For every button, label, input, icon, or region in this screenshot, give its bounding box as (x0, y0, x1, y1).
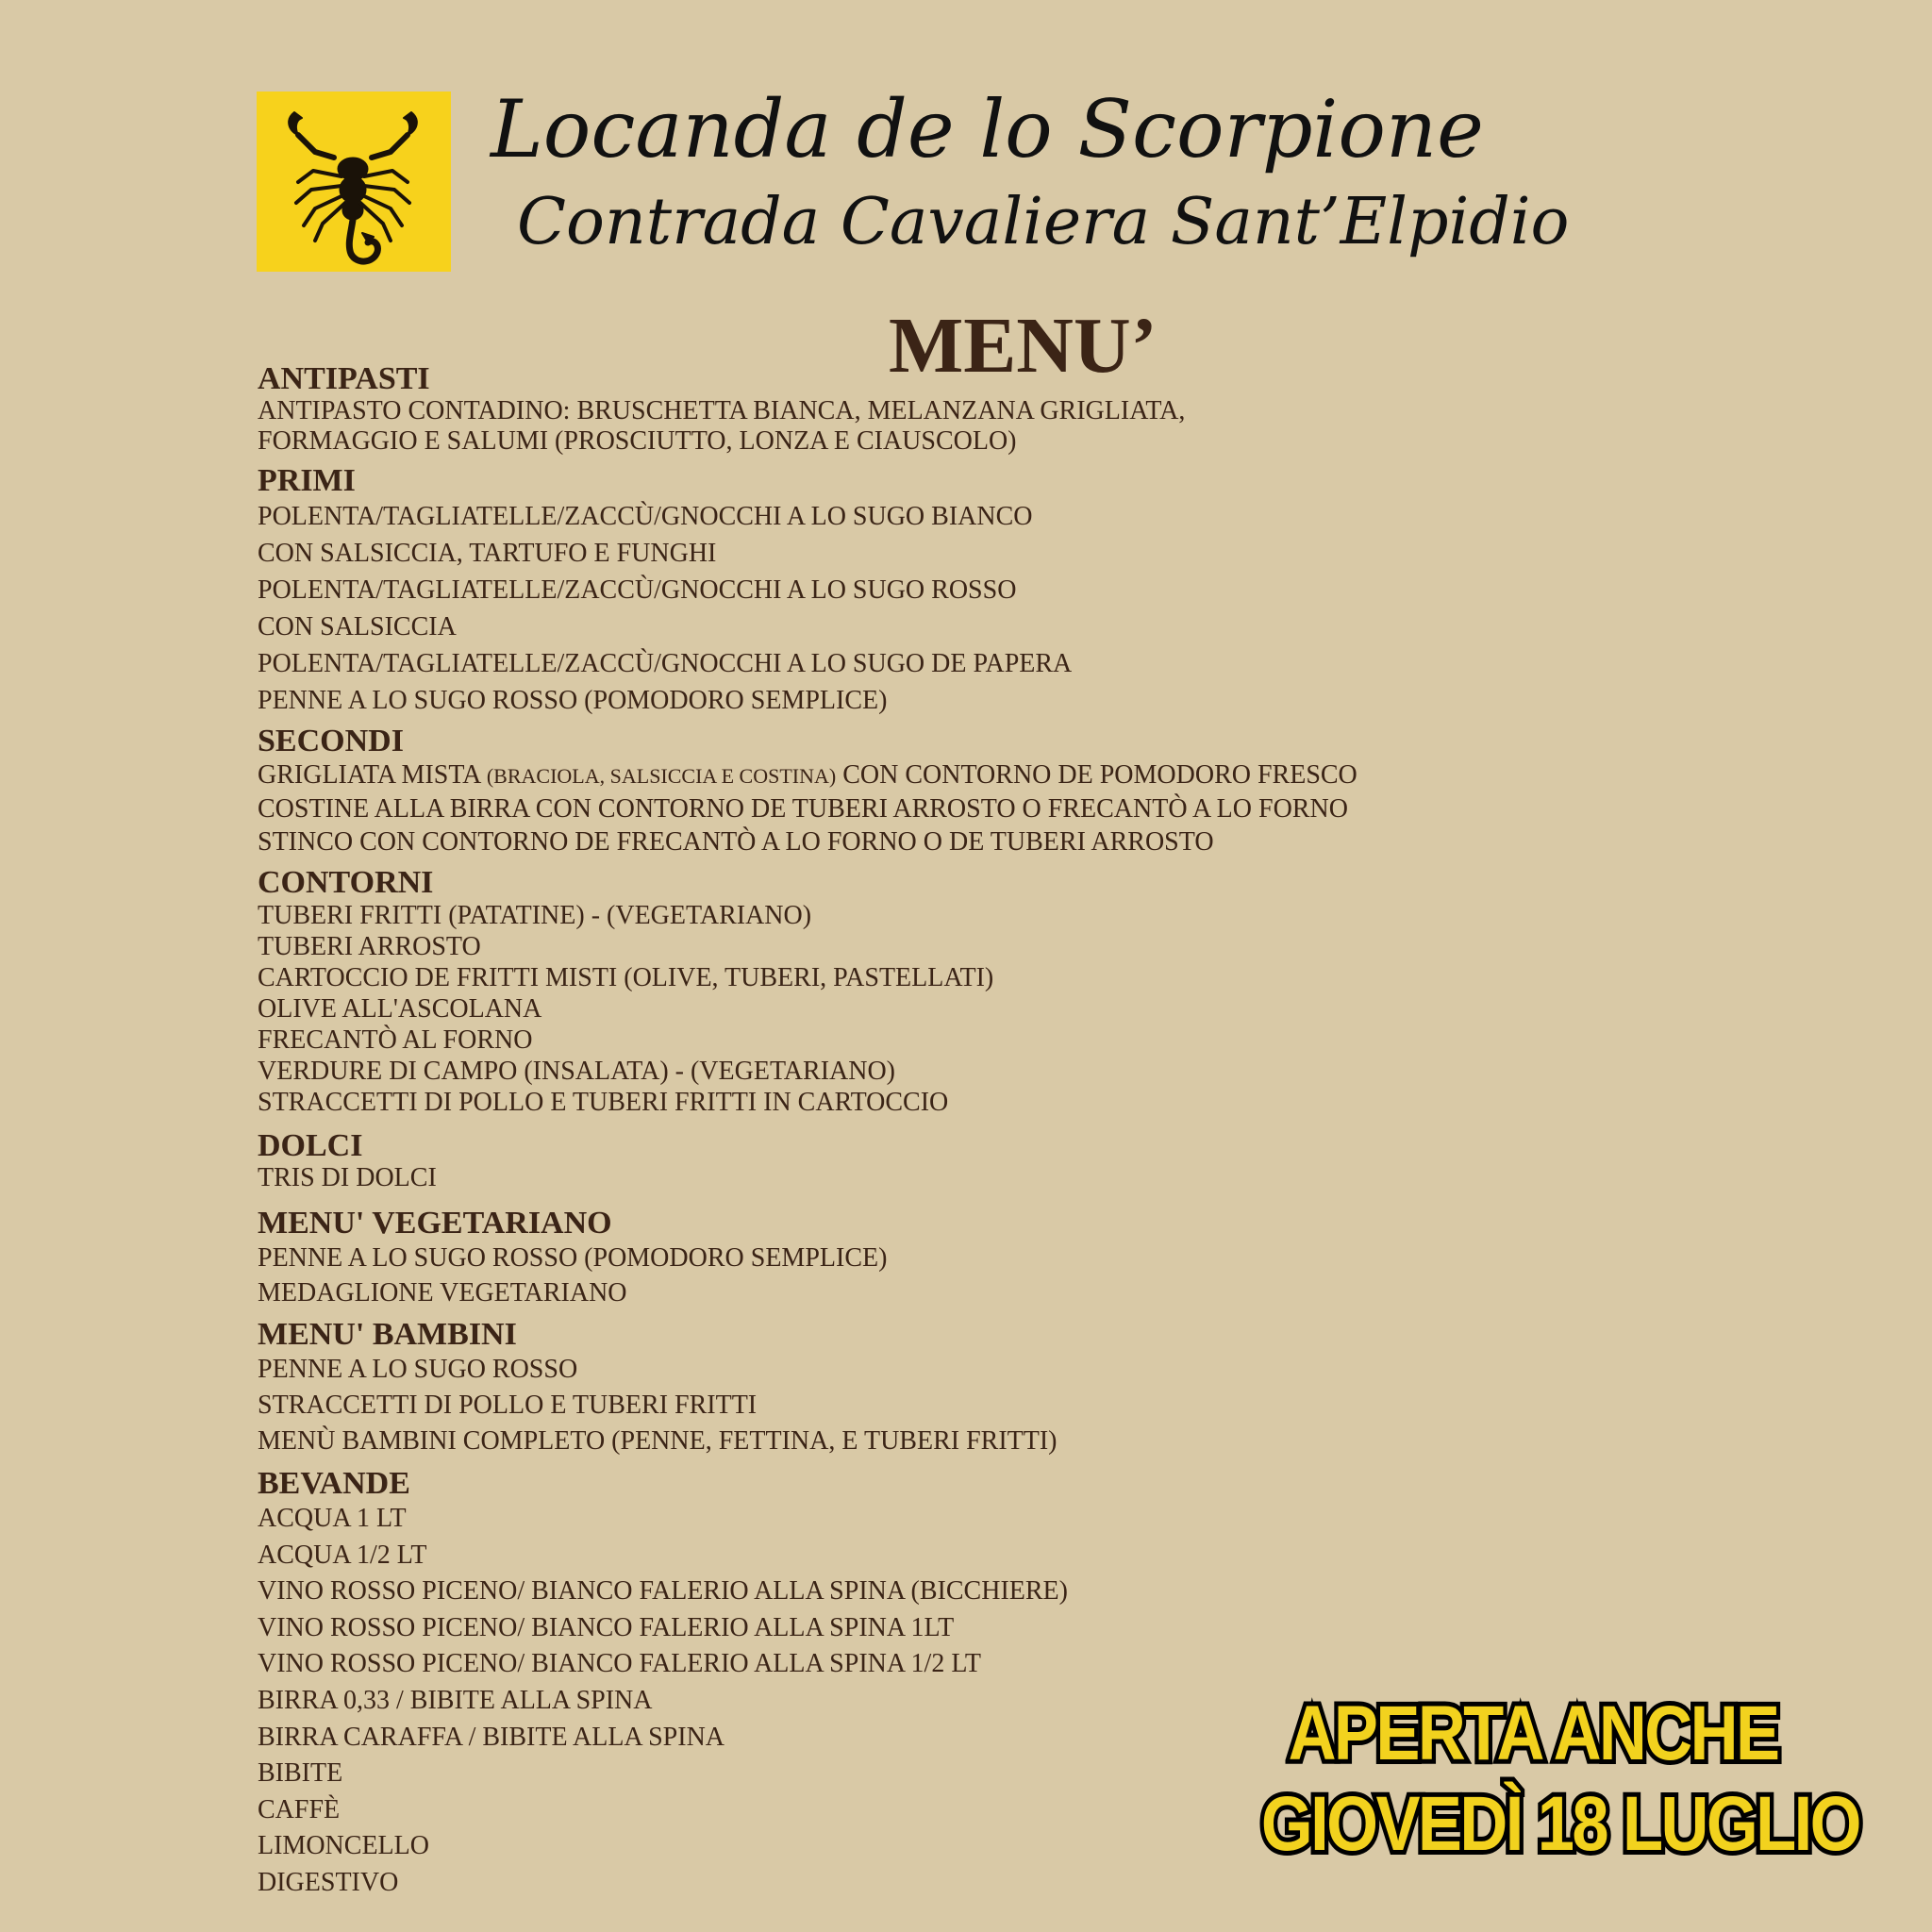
menu-item: BIBITE (258, 1758, 343, 1789)
section-heading: PRIMI (258, 463, 356, 498)
menu-item: BIRRA CARAFFA / BIBITE ALLA SPINA (258, 1722, 725, 1752)
menu-item: ACQUA 1 LT (258, 1504, 407, 1533)
banner-line-1: APERTA ANCHE (1288, 1690, 1778, 1776)
menu-item: TRIS DI DOLCI (258, 1163, 437, 1192)
section-heading: ANTIPASTI (258, 361, 430, 396)
menu-item: VINO ROSSO PICENO/ BIANCO FALERIO ALLA SPINA 1LT (258, 1612, 955, 1642)
open-also-banner (1217, 1689, 1859, 1870)
section-dolci (258, 1129, 1484, 1193)
scorpion-icon (257, 92, 451, 272)
menu-item-text: CON CONTORNO DE POMODORO FRESCO (836, 760, 1357, 790)
restaurant-location: Contrada Cavaliera Sant’Elpidio (517, 185, 1570, 259)
menu-title: MENU’ (889, 302, 1158, 390)
restaurant-name: Locanda de lo Scorpione (491, 83, 1484, 175)
menu-item: VINO ROSSO PICENO/ BIANCO FALERIO ALLA SPINA 1/2 LT (258, 1649, 981, 1679)
section-secondi (258, 724, 1484, 858)
menu-item: CARTOCCIO DE FRITTI MISTI (OLIVE, TUBERI, PASTELLATI) (258, 963, 994, 992)
menu-item: PENNE A LO SUGO ROSSO (POMODORO SEMPLICE) (258, 686, 888, 715)
menu-item-detail: (BRACIOLA, SALSICCIA E COSTINA) (486, 764, 837, 788)
menu-item: POLENTA/TAGLIATELLE/ZACCÙ/GNOCCHI A LO SUGO DE PAPERA (258, 649, 1073, 678)
menu-item: VERDURE DI CAMPO (INSALATA) - (VEGETARIANO) (258, 1057, 896, 1086)
menu-item: STRACCETTI DI POLLO E TUBERI FRITTI (258, 1391, 758, 1420)
menu-item: ANTIPASTO CONTADINO: BRUSCHETTA BIANCA, MELANZANA GRIGLIATA, (258, 396, 1186, 425)
banner-line-2: GIOVEDÌ 18 LUGLIO (1260, 1781, 1859, 1867)
section-antipasti (258, 362, 1484, 457)
menu-item: PENNE A LO SUGO ROSSO (258, 1355, 578, 1384)
menu-item: LIMONCELLO (258, 1831, 429, 1861)
menu-item: ACQUA 1/2 LT (258, 1540, 427, 1570)
menu-item: POLENTA/TAGLIATELLE/ZACCÙ/GNOCCHI A LO SUGO BIANCO (258, 502, 1033, 531)
section-heading: MENU' BAMBINI (258, 1317, 517, 1352)
menu-item: COSTINE ALLA BIRRA CON CONTORNO DE TUBERI ARROSTO O FRECANTÒ A LO FORNO (258, 794, 1348, 824)
section-heading: BEVANDE (258, 1466, 410, 1501)
menu-item: BIRRA 0,33 / BIBITE ALLA SPINA (258, 1685, 653, 1715)
menu-item: CAFFÈ (258, 1794, 341, 1824)
menu-item: MEDAGLIONE VEGETARIANO (258, 1278, 627, 1307)
menu-item: DIGESTIVO (258, 1867, 399, 1897)
menu-item: TUBERI ARROSTO (258, 932, 481, 961)
section-menu-vegetariano (258, 1207, 1484, 1310)
menu-item: CON SALSICCIA (258, 612, 457, 641)
menu-item: PENNE A LO SUGO ROSSO (POMODORO SEMPLICE) (258, 1243, 888, 1273)
menu-item: STINCO CON CONTORNO DE FRECANTÒ A LO FORNO O DE TUBERI ARROSTO (258, 827, 1214, 857)
section-heading: DOLCI (258, 1128, 363, 1163)
menu-item (258, 758, 1484, 792)
section-heading: MENU' VEGETARIANO (258, 1206, 612, 1241)
menu-sections (258, 362, 1484, 1902)
section-heading: CONTORNI (258, 865, 434, 900)
section-menu-bambini (258, 1318, 1484, 1459)
menu-item: TUBERI FRITTI (PATATINE) - (VEGETARIANO) (258, 901, 812, 930)
logo (257, 92, 451, 272)
section-primi (258, 464, 1484, 719)
menu-item: FRECANTÒ AL FORNO (258, 1025, 533, 1055)
menu-item: CON SALSICCIA, TARTUFO E FUNGHI (258, 539, 717, 568)
menu-item: VINO ROSSO PICENO/ BIANCO FALERIO ALLA SPINA (BICCHIERE) (258, 1576, 1068, 1607)
menu-item: OLIVE ALL'ASCOLANA (258, 994, 542, 1024)
section-contorni (258, 866, 1484, 1118)
section-heading: SECONDI (258, 724, 404, 758)
menu-item: STRACCETTI DI POLLO E TUBERI FRITTI IN CARTOCCIO (258, 1088, 949, 1117)
menu-item: FORMAGGIO E SALUMI (PROSCIUTTO, LONZA E CIAUSCOLO) (258, 426, 1017, 456)
menu-item: POLENTA/TAGLIATELLE/ZACCÙ/GNOCCHI A LO SUGO ROSSO (258, 575, 1017, 605)
menu-item: MENÙ BAMBINI COMPLETO (PENNE, FETTINA, E TUBERI FRITTI) (258, 1426, 1058, 1456)
menu-item-text: GRIGLIATA MISTA (258, 760, 487, 790)
